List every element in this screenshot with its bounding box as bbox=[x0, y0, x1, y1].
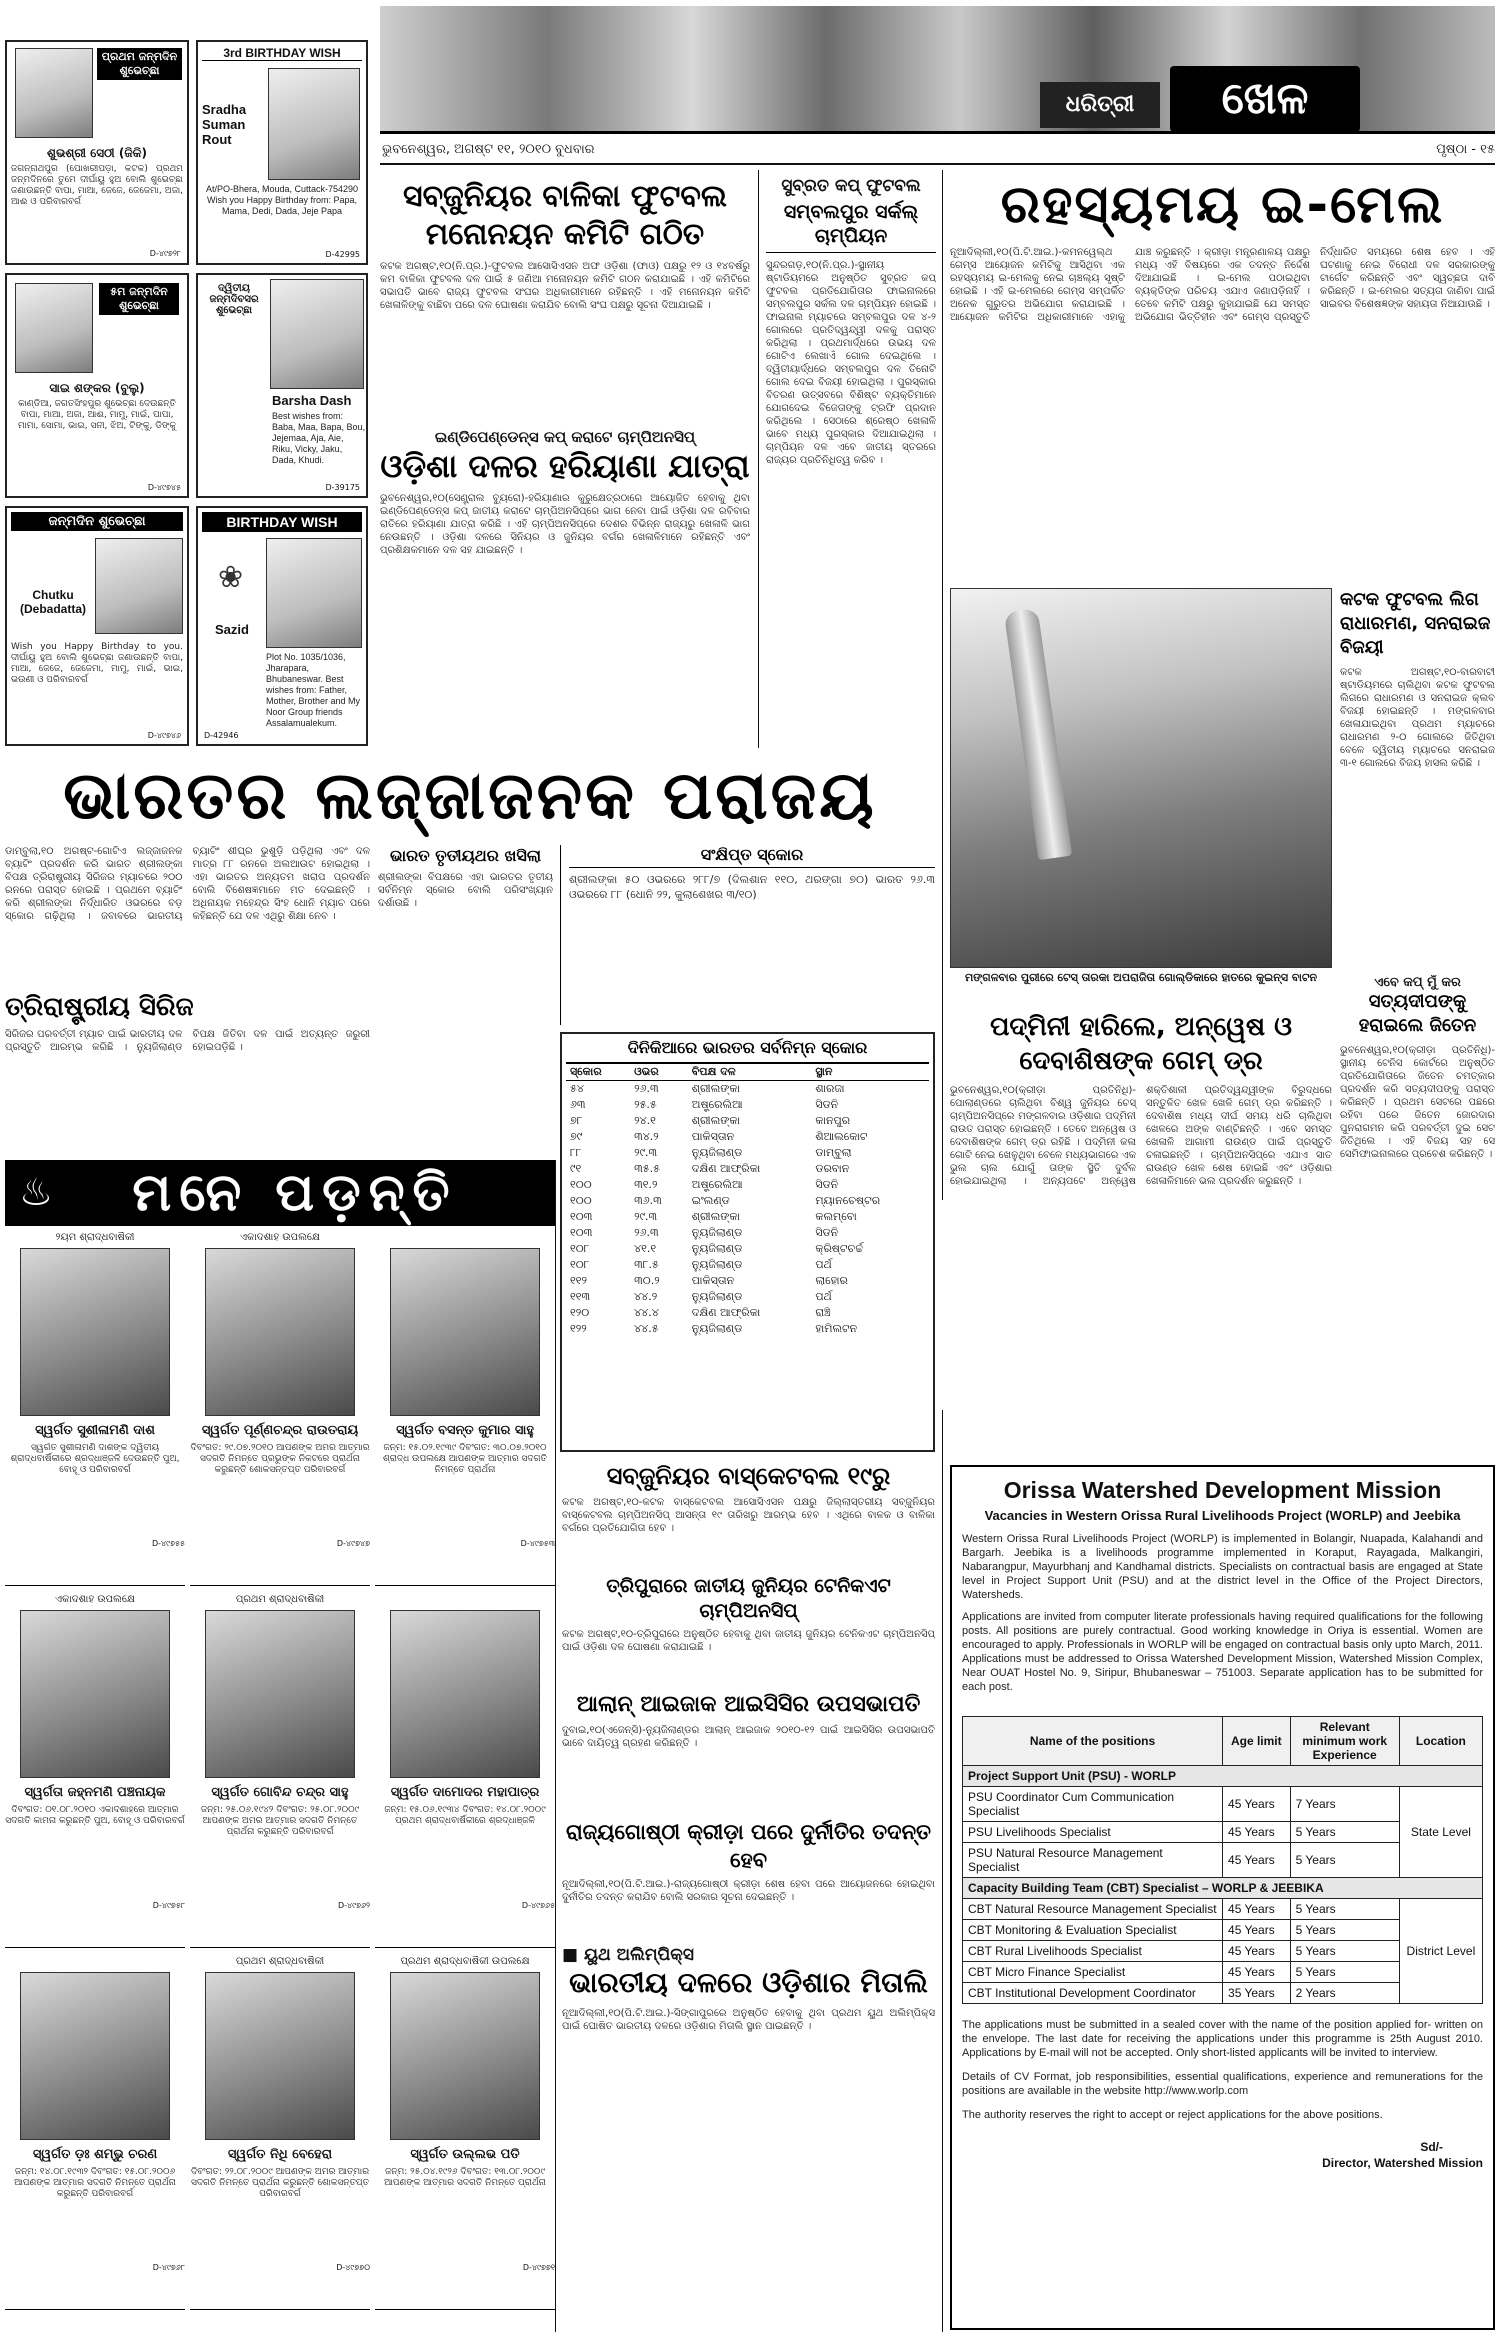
age-cell: 45 Years bbox=[1223, 1822, 1291, 1843]
torch-icon bbox=[1004, 608, 1072, 860]
story-subrata bbox=[766, 176, 936, 748]
table-cell: ୧୧୨ bbox=[570, 1274, 587, 1287]
table-cell: ୩୧.୨ bbox=[634, 1178, 658, 1191]
table-cell: ୧୦୮ bbox=[570, 1258, 590, 1271]
story-tenniquoit bbox=[562, 1574, 935, 1684]
ad-intro: Western Orissa Rural Livelihoods Project (WORLP) is implemented in Bolangir, Nuapada, Kalahandi and Bargarh. Jeebika is a livelihoods programme implemented in Koraput, Rayagada, Malkangiri, Nabarangpur, Mayurbhanj and Kandhamal districts. Specialists on contractual basis are engaged at State level in Project Support Unit (PSU) and at the district level in the Office of the Project Directors, Watersheds. bbox=[962, 1533, 1483, 1601]
wish-text: କାଣ୍ଡିଆ, ଜଗତସିଂହପୁର ଶୁଭେଚ୍ଛା ଦେଉଛନ୍ତି ବାପା, ମାଆ, ଅଜା, ଆଈ, ମାମୁ, ମାଇଁ, ପାପା, ମାମା, ସୋମା, ଭାଇ, ସନୀ, ଝିଅ, ଟିଙ୍କୁ, ଡିଙ୍କୁ bbox=[17, 399, 177, 431]
wish-code: D-42946 bbox=[204, 731, 239, 740]
column-header: ସ୍ଥାନ bbox=[811, 1064, 929, 1081]
obituary-code: D-୪୯୭୭୧ bbox=[522, 2263, 555, 2272]
obituary-text: ଦିବଂଗତ: ୨୯.୦୭.୨୦୧୦ ଆପଣଙ୍କ ଅମର ଆତ୍ମାର ସଦଗତି ନିମନ୍ତେ ପ୍ରଭୁଙ୍କ ନିକଟରେ ପ୍ରାର୍ଥନା କରୁଛନ୍ତି ଶୋକସନ୍ତପ୍ତ ପରିବାରବର୍ଗ bbox=[190, 1443, 370, 1475]
watershed-ad bbox=[950, 1465, 1495, 2330]
dateline: ଭୁବନେଶ୍ୱର, ଅଗଷ୍ଟ ୧୧, ୨୦୧୦ ବୁଧବାର bbox=[382, 142, 595, 157]
wish-name: Sradha Suman Rout bbox=[202, 102, 247, 147]
position-cell: CBT Natural Resource Management Specialist bbox=[963, 1899, 1223, 1920]
table-cell: ୫୪ bbox=[570, 1082, 584, 1095]
lamp-icon: ♨ bbox=[19, 1170, 54, 1214]
table-row bbox=[963, 1899, 1483, 1920]
headline: ତ୍ରିରାଷ୍ଟ୍ରୀୟ ସିରିଜ bbox=[5, 992, 194, 1022]
table-cell: ନ୍ୟୁଜିଲାଣ୍ଡ bbox=[691, 1242, 743, 1255]
headline: ସବ୍‌ଜୁନିୟର ବାଳିକା ଫୁଟବଲ ମନୋନୟନ କମିଟି ଗଠିତ bbox=[403, 179, 727, 252]
experience-cell: 5 Years bbox=[1290, 1822, 1399, 1843]
ad-para: Applications are invited from computer literate professionals having required qualifications for the following posts. All positions are purely contractual. Good working knowledge in Oriya is essential. Women are encouraged to apply. Professionals in WORLP will be engaged on contractual basis only upto March, 2011. Applications must be addressed to Orissa Watershed Development Mission, Watershed Mission Complex, Near OUAT Hostel No. 9, Siripur, Bhubaneswar – 751003. Separate application has to be submitted for each post. bbox=[962, 1611, 1483, 1693]
table-cell: ଅଷ୍ଟ୍ରେଲିଆ bbox=[691, 1098, 743, 1111]
child-photo bbox=[15, 283, 93, 373]
obituary-tag: ପ୍ରଥମ ଶ୍ରାଦ୍ଧବାର୍ଷିକୀ bbox=[235, 1956, 325, 1967]
wish-text: Wish you Happy Birthday to you. ଦୀର୍ଘାୟୁ ହୁଅ ବୋଲି ଶୁଭେଚ୍ଛା ଜଣାଉଛନ୍ତି ବାପା, ମାଆ, ଜେଜେ, ଜେଜେମା, ମାମୁ, ମାଇଁ, ଭାଇ, ଭଉଣୀ ଓ ପରିବାରବର୍ଗ bbox=[11, 642, 183, 685]
headline: ସମ୍ବଲପୁର ସର୍କଲ୍ ଚାମ୍ପିୟନ bbox=[766, 200, 936, 253]
table-cell: ଅଷ୍ଟ୍ରେଲିଆ bbox=[691, 1178, 743, 1191]
obituary-card bbox=[190, 1232, 370, 1586]
child-photo bbox=[15, 48, 93, 138]
table-cell: ୨୬.୩ bbox=[634, 1226, 659, 1239]
story-india-defeat-body: ଡାମ୍ବୁଲା,୧୦ ଅଗଷ୍ଟ-ଗୋଟିଏ ଲଜ୍ଜାଜନକ ବ୍ୟାଟିଂ ପ୍ରଦର୍ଶନ କରି ଭାରତ ଶ୍ରୀଲଙ୍କା ବିପକ୍ଷ ତ୍ରିରାଷ୍ଟ୍ରୀୟ ସିରିଜର ମ୍ୟାଚରେ ୨୦୦ ରନରେ ପରାସ୍ତ ହୋଇଛି । ପ୍ରଥମେ ବ୍ୟାଟିଂ କରି ଶ୍ରୀଲଙ୍କା ନିର୍ଦ୍ଧାରିତ ଓଭରରେ ବଡ଼ ସ୍କୋର ଗଢ଼ିଥିଲା । ଜବାବରେ ଭାରତୀୟ ବ୍ୟାଟିଂ ଶୀଘ୍ର ଭୁଶୁଡ଼ି ପଡ଼ିଥିଲା ଏବଂ ଦଳ ମାତ୍ର ୮୮ ରନରେ ଅଲଆଉଟ ହୋଇଥିଲା । ଏହା ଭାରତର ଅନ୍ୟତମ ଖରାପ ପ୍ରଦର୍ଶନ ବୋଲି ବିଶେଷଜ୍ଞମାନେ ମତ ଦେଇଛନ୍ତି । ଅଧିନାୟକ ମହେନ୍ଦ୍ର ସିଂହ ଧୋନି ମ୍ୟାଚ ପରେ କହିଛନ୍ତି ଯେ ଦଳ ଏଥିରୁ ଶିକ୍ଷା ନେବ । bbox=[5, 846, 370, 922]
table-cell: ଶିଆଲକୋଟ bbox=[815, 1130, 868, 1143]
obituary-name: ସ୍ୱର୍ଗତ ନିଧି ବେହେରା bbox=[227, 2147, 333, 2162]
location-cell: State Level bbox=[1399, 1787, 1482, 1878]
table-cell: ଦକ୍ଷିଣ ଆଫ୍ରିକା bbox=[691, 1306, 761, 1319]
story-cup bbox=[1340, 975, 1495, 1390]
table-cell: ୪୪.୨ bbox=[634, 1290, 658, 1303]
wish-title: 3rd BIRTHDAY WISH bbox=[202, 46, 362, 61]
position-cell: PSU Coordinator Cum Communication Specialist bbox=[963, 1787, 1223, 1822]
experience-cell: 5 Years bbox=[1290, 1941, 1399, 1962]
story-body: ଦୁବାଇ,୧୦(ଏଜେନ୍ସି)-ନ୍ୟୁଜିଲାଣ୍ଡର ଆଲାନ୍ ଆଇଜାକ ୨୦୧୦-୧୨ ପାଇଁ ଆଇସିସିର ଉପସଭାପତି ଭାବେ ଦାୟିତ୍ୱ ଗ୍ରହଣ କରିଛନ୍ତି । bbox=[562, 1725, 935, 1749]
story-icc bbox=[562, 1690, 935, 1810]
obituary-text: ଦିବଂଗତ: ୦୧.୦୮.୨୦୧୦ ଏକାଦଶାହରେ ଆତ୍ମାର ସଦଗତି କାମନା କରୁଛନ୍ତି ପୁଅ, ବୋହୂ ଓ ପରିବାରବର୍ଗ bbox=[5, 1805, 185, 1826]
obituary-name: ସ୍ୱର୍ଗତ ଡ଼ଃ ଶମ୍ଭୁ ଚରଣ bbox=[32, 2147, 158, 2162]
obituary-code: D-୪୯୭୫୩ bbox=[520, 1539, 555, 1548]
experience-cell: 5 Years bbox=[1290, 1843, 1399, 1878]
table-cell: ପାକିସ୍ତାନ bbox=[691, 1130, 735, 1143]
table-row bbox=[566, 1097, 929, 1113]
table-cell: ୨୯.୩ bbox=[634, 1146, 658, 1159]
obituary-card bbox=[5, 1232, 185, 1586]
obituary-title: ମନେ ପଡ଼ନ୍ତି bbox=[132, 1163, 458, 1223]
table-cell: ସିଡନି bbox=[815, 1098, 839, 1111]
story-cuttack-league bbox=[1340, 588, 1495, 968]
obituary-text: ଜନ୍ମ: ୧୪.୦୮.୧୯୩୨ ଦିବଂଗତ: ୧୫.୦୮.୨୦୦୬ ଆପଣଙ୍କ ଆତ୍ମାର ସଦଗତି ନିମନ୍ତେ ପ୍ରାର୍ଥନା କରୁଛନ୍ତି ପରିବାରବର୍ଗ bbox=[14, 2167, 176, 2199]
story-body: ସୁନ୍ଦରଗଡ଼,୧୦(ନି.ପ୍ର.)-ସ୍ଥାନୀୟ ଷ୍ଟାଡିୟମରେ ଅନୁଷ୍ଠିତ ସୁବ୍ରତ କପ୍ ଫୁଟବଲ ପ୍ରତିଯୋଗିତାର ଫାଇନାଲରେ ସମ୍ବଲପୁର ସର୍କଲ ଦଳ ଚାମ୍ପିୟନ ହୋଇଛି । ଫାଇନାଲ ମ୍ୟାଚରେ ସମ୍ବଲପୁର ଦଳ ୪-୨ ଗୋଲରେ ପ୍ରତିଦ୍ୱନ୍ଦ୍ୱୀ ଦଳକୁ ପରାସ୍ତ କରିଥିଲା । ପ୍ରଥମାର୍ଦ୍ଧରେ ଉଭୟ ଦଳ ଗୋଟିଏ ଲେଖାଏଁ ଗୋଲ ଦେଇଥିଲେ । ଦ୍ୱିତୀୟାର୍ଦ୍ଧରେ ସମ୍ବଲପୁର ଦଳ ତିନୋଟି ଗୋଲ ଦେଇ ବିଜୟୀ ହୋଇଥିଲା । ପୁରସ୍କାର ବିତରଣ ଉତ୍ସବରେ ବିଶିଷ୍ଟ ବ୍ୟକ୍ତିମାନେ ଯୋଗଦେଇ ବିଜେତାଙ୍କୁ ଟ୍ରଫି ପ୍ରଦାନ କରିଥିଲେ । ସେଠାରେ ଶ୍ରେଷ୍ଠ ଖେଳାଳି ଭାବେ ମଧ୍ୟ ପୁରସ୍କାର ଦିଆଯାଇଥିଲା । ଚାମ୍ପିୟନ ଦଳ ଏବେ ଜାତୀୟ ସ୍ତରରେ ରାଜ୍ୟର ପ୍ରତିନିଧିତ୍ୱ କରିବ । bbox=[766, 260, 936, 466]
table-cell: ସିଡନି bbox=[815, 1226, 839, 1239]
column-header: Name of the positions bbox=[963, 1717, 1223, 1766]
rose-icon: ❀ bbox=[218, 560, 244, 595]
table-cell: ନ୍ୟୁଜିଲାଣ୍ଡ bbox=[691, 1146, 743, 1159]
table-cell: ୧୦୮ bbox=[570, 1242, 590, 1255]
wish-text: ଜଗନ୍ନାଥପୁର (ପୋଖରୀପଡ଼ା, କଟକ) ପ୍ରଥମ ଜନ୍ମଦିନରେ ତୁମେ ଦୀର୍ଘାୟୁ ହୁଅ ବୋଲି ଶୁଭେଚ୍ଛା ଜଣାଉଛନ୍ତି ବାପା, ମାଆ, ଜେଜେ, ଜେଜେମା, ଅଜା, ଆଈ ଓ ପରିବାରବର୍ଗ bbox=[11, 164, 183, 207]
obituary-tag bbox=[375, 1594, 555, 1608]
score-table bbox=[566, 1064, 929, 1337]
table-cell: ୭୯ bbox=[570, 1130, 583, 1143]
story-karate bbox=[380, 428, 750, 748]
headline: ଓଡ଼ିଶା ଦଳର ହରିୟାଣା ଯାତ୍ରା bbox=[380, 447, 750, 485]
obituary-code: D-୪୯୭୫୫ bbox=[151, 1539, 185, 1548]
table-row bbox=[566, 1209, 929, 1225]
obituary-tag: ଏକାଦଶାହ ଉପଲକ୍ଷେ bbox=[240, 1232, 320, 1243]
obituary-code: D-୪୯୭୬୫ bbox=[521, 1901, 555, 1910]
table-cell: ଶ୍ରୀଲଙ୍କା bbox=[691, 1082, 741, 1095]
table-row bbox=[566, 1321, 929, 1337]
wish-title: ୫ମ ଜନ୍ମଦିନ ଶୁଭେଚ୍ଛା bbox=[99, 283, 179, 315]
story-body: ଭୁବନେଶ୍ୱର,୧୦(ସେଣ୍ଟ୍ରାଲ ବ୍ୟୁରୋ)-ହରିୟାଣାର କୁରୁକ୍ଷେତ୍ରଠାରେ ଆୟୋଜିତ ହେବାକୁ ଥିବା ଇଣ୍ଡିପେଣ୍ଡେନ୍ସ କପ୍ ଜାତୀୟ କରାଟେ ଚାମ୍ପିଅନସିପ୍‌ରେ ଭାଗ ନେବା ପାଇଁ ଓଡ଼ିଶା ଦଳ ରବିବାର ରାତିରେ ହରିୟାଣା ଯାତ୍ରା କରିଛି । ଏହି ଚାମ୍ପିଅନସିପ୍‌ରେ ଦେଶର ବିଭିନ୍ନ ରାଜ୍ୟରୁ ଖେଳାଳି ଭାଗ ନେଉଛନ୍ତି । ଓଡ଼ିଶା ଦଳରେ ସିନିୟର ଓ ଜୁନିୟର ବର୍ଗର ଖେଳାଳିମାନେ ରହିଛନ୍ତି ଏବଂ ପ୍ରଶିକ୍ଷକମାନେ ଦଳ ସହ ଯାଇଛନ୍ତି । bbox=[380, 493, 750, 556]
obituary-tag bbox=[5, 1956, 185, 1970]
table-cell: ୯୧ bbox=[570, 1162, 582, 1175]
age-cell: 45 Years bbox=[1223, 1843, 1291, 1878]
story-youth-olympics bbox=[562, 1945, 935, 2330]
story-body: ନୂଆଦିଲ୍ଲୀ,୧୦(ପି.ଟି.ଆଇ.)-କମନୱେଲ୍ଥ ଗେମ୍ସ ଆୟୋଜନ କମିଟିକୁ ଆସିଥିବା ଏକ ରହସ୍ୟମୟ ଇ-ମେଲକୁ ନେଇ ଚାଞ୍ଚଲ୍ୟ ସୃଷ୍ଟି ହୋଇଛି । ଏହି ଇ-ମେଲରେ ଗେମ୍ସ ସମ୍ପର୍କିତ ଅନେକ ଗୁରୁତର ଅଭିଯୋଗ କରାଯାଇଛି । ଆୟୋଜନ କମିଟିର ଅଧିକାରୀମାନେ ଏହାକୁ ଯାଞ୍ଚ କରୁଛନ୍ତି । କ୍ରୀଡ଼ା ମନ୍ତ୍ରଣାଳୟ ପକ୍ଷରୁ ମଧ୍ୟ ଏହି ବିଷୟରେ ଏକ ତଦନ୍ତ ନିର୍ଦ୍ଦେଶ ଦିଆଯାଇଛି । ଇ-ମେଲ ପଠାଇଥିବା ବ୍ୟକ୍ତିଙ୍କ ପରିଚୟ ଏଯାଏ ଜଣାପଡ଼ିନାହିଁ । ତେବେ କମିଟି ପକ୍ଷରୁ କୁହାଯାଇଛି ଯେ ସମସ୍ତ ଅଭିଯୋଗ ଭିତ୍ତିହୀନ ଏବଂ ଗେମ୍ସ ପ୍ରସ୍ତୁତି ନିର୍ଦ୍ଧାରିତ ସମୟରେ ଶେଷ ହେବ । ଏହି ଘଟଣାକୁ ନେଇ ବିରୋଧୀ ଦଳ ସରକାରଙ୍କୁ ଟାର୍ଗେଟ କରିଛନ୍ତି ଏବଂ ସ୍ୱଚ୍ଛତା ଦାବି କରିଛନ୍ତି । ଇ-ମେଲର ସତ୍ୟତା ଜାଣିବା ପାଇଁ ସାଇବର ବିଶେଷଜ୍ଞଙ୍କ ସହାୟତା ନିଆଯାଉଛି । bbox=[950, 247, 1495, 323]
table-cell: ୪୪.୪ bbox=[634, 1306, 659, 1319]
position-cell: CBT Institutional Development Coordinator bbox=[963, 1983, 1223, 2004]
story-body: ଭୁବନେଶ୍ୱର,୧୦(କ୍ରୀଡ଼ା ପ୍ରତିନିଧି)-ସ୍ଥାନୀୟ ଟେନିସ କୋର୍ଟରେ ଅନୁଷ୍ଠିତ ପ୍ରତିଯୋଗିତାରେ ଜିତେନ ଚମତ୍କାର ପ୍ରଦର୍ଶନ କରି ସତ୍ୟଦୀପଙ୍କୁ ପରାସ୍ତ କରିଛନ୍ତି । ପ୍ରଥମ ସେଟରେ ପଛରେ ରହିବା ପରେ ଜିତେନ ଜୋରଦାର ପୁନରାଗମନ କରି ପରବର୍ତ୍ତୀ ଦୁଇ ସେଟ ଜିତିଥିଲେ । ଏହି ବିଜୟ ସହ ସେ ସେମିଫାଇନାଲରେ ପ୍ରବେଶ କରିଛନ୍ତି । bbox=[1340, 1045, 1495, 1160]
wish-text: At/PO-Bhera, Mouda, Cuttack-754290 Wish you Happy Birthday from: Papa, Mama, Dedi, Dada, Jeje Papa bbox=[205, 184, 359, 216]
obituary-tag bbox=[375, 1232, 555, 1246]
story-india-defeat-headline bbox=[5, 752, 935, 842]
wish-code: D-୪୯୭୪୫ bbox=[147, 483, 181, 492]
ad-para: Details of CV Format, job responsibilities, essential qualifications, experience and remunerations for the positions are available in the website http://www.worlp.com bbox=[962, 2071, 1483, 2097]
column-header: ଓଭର bbox=[630, 1064, 688, 1081]
obituary-card bbox=[375, 1594, 555, 1948]
wish-code: D-୪୯୭୨୮ bbox=[149, 249, 181, 258]
headline: ପଦ୍ମିନୀ ହାରିଲେ, ଅନ୍ୱେଷ ଓ ଦେବାଶିଷଙ୍କ ଗେମ୍ ଡ୍ର bbox=[989, 1012, 1293, 1076]
table-cell: ୧୨୨ bbox=[570, 1322, 587, 1335]
obituary-tag: ପ୍ରଥମ ଶ୍ରାଦ୍ଧବାର୍ଷିକୀ bbox=[235, 1594, 325, 1605]
wish-name: ଶୁଭଶ୍ରୀ ସେଠୀ (ଜିକି) bbox=[47, 146, 147, 160]
portrait-photo bbox=[20, 1972, 170, 2140]
obituary-text: ଜନ୍ମ: ୧୫.୦୨.୧୯୩୯ ଦିବଂଗତ: ୩୦.୦୭.୨୦୧୦ ଶ୍ରାଦ୍ଧ ଉପଲକ୍ଷେ ଆପଣଙ୍କ ଆତ୍ମାର ସଦଗତି ନିମନ୍ତେ ପ୍ରାର୍ଥନା bbox=[383, 1443, 547, 1475]
headline: ଭାରତ ତୃତୀୟଥର ଖସିଲା bbox=[389, 846, 542, 865]
table-cell: ହାମିଲଟନ bbox=[815, 1322, 858, 1335]
wish-box bbox=[196, 40, 368, 265]
story-girls-football bbox=[380, 178, 750, 423]
ad-para: The applications must be submitted in a sealed cover with the name of the position applied for- written on the envelope. The last date for receiving the applications under this programme is 25th August 2010. Applications by E-mail will not be accepted. Only short-listed applicants will be invited to interview. bbox=[962, 2019, 1483, 2059]
obituary-tag: ୨ୟମ ଶ୍ରାଦ୍ଧବାର୍ଷିକୀ bbox=[55, 1232, 135, 1243]
obituary-card bbox=[375, 1232, 555, 1586]
story-body: କଟକ ଅଗଷ୍ଟ,୧୦-ତ୍ରିପୁରାରେ ଅନୁଷ୍ଠିତ ହେବାକୁ ଥିବା ଜାତୀୟ ଜୁନିୟର ଟେନିକଏଟ ଚାମ୍ପିଅନସିପ୍ ପାଇଁ ଓଡ଼ିଶା ଦଳ ଘୋଷଣା କରାଯାଇଛି । bbox=[562, 1629, 935, 1653]
child-photo bbox=[268, 68, 360, 180]
wish-code: D-୪୯୭୪୬ bbox=[147, 731, 181, 740]
column-header: ସ୍କୋର bbox=[566, 1064, 630, 1081]
obituary-header bbox=[5, 1160, 555, 1226]
position-cell: CBT Monitoring & Evaluation Specialist bbox=[963, 1920, 1223, 1941]
wish-box bbox=[196, 506, 368, 746]
table-cell: ୧୦୦ bbox=[570, 1178, 592, 1191]
headline: ଭାରତର ଲଜ୍ଜାଜନକ ପରାଜୟ bbox=[63, 757, 877, 834]
column-header: ବିପକ୍ଷ ଦଳ bbox=[688, 1064, 812, 1081]
torch-photo bbox=[950, 588, 1332, 968]
ad-para: The authority reserves the right to accept or reject applications for the above positions. bbox=[962, 2109, 1383, 2121]
wish-text: Plot No. 1035/1036, Jharapara, Bhubaneswar. Best wishes from: Father, Mother, Brother and My Noor Group friends Assalamualekum. bbox=[266, 652, 361, 728]
table-cell: ୧୦୩ bbox=[570, 1210, 593, 1223]
table-cell: ୩୪.୨ bbox=[634, 1130, 659, 1143]
obituary-tag: ପ୍ରଥମ ଶ୍ରାଦ୍ଧବାର୍ଷିକୀ ଉପଲକ୍ଷେ bbox=[400, 1956, 530, 1967]
portrait-photo bbox=[205, 1610, 355, 1778]
obituary-text: ଜନ୍ମ: ୧୫.୦୬.୧୯୩୪ ଦିବଂଗତ: ୧୪.୦୮.୨୦୦୯ ପ୍ରଥମ ଶ୍ରାଦ୍ଧବାର୍ଷିକୀରେ ଶ୍ରଦ୍ଧାଞ୍ଜଳି bbox=[384, 1805, 546, 1826]
table-cell: ନ୍ୟୁଜିଲାଣ୍ଡ bbox=[691, 1226, 743, 1239]
wish-title: BIRTHDAY WISH bbox=[202, 512, 362, 532]
obituary-name: ସ୍ୱର୍ଗତ ସୁଶୀଳାମଣି ଦାଶ bbox=[35, 1423, 155, 1438]
table-cell: ଶ୍ରୀଲଙ୍କା bbox=[691, 1210, 741, 1223]
experience-cell: 2 Years bbox=[1290, 1983, 1399, 2004]
child-photo bbox=[270, 279, 364, 389]
wish-title: ଦ୍ୱିତୀୟ ଜନ୍ମଦିବସର ଶୁଭେଚ୍ଛା bbox=[209, 283, 259, 316]
obituary-name: ସ୍ୱର୍ଗତ ଉଲ୍ଲଭ ପତି bbox=[410, 2147, 520, 2162]
page-number: ପୃଷ୍ଠା - ୧୫ bbox=[1436, 142, 1495, 157]
vacancy-table bbox=[962, 1716, 1483, 2004]
headline: ସବ୍‌ଜୁନିୟର ବାସ୍କେଟବଲ ୧୯ରୁ bbox=[606, 1462, 891, 1490]
table-cell: ଡାମ୍ବୁଲା bbox=[815, 1146, 852, 1159]
wish-box bbox=[5, 506, 189, 746]
table-cell: ୨୫.୫ bbox=[634, 1098, 657, 1111]
ad-signatory: Director, Watershed Mission bbox=[1322, 2156, 1483, 2170]
obituary-code: D-୪୯୭୬୮ bbox=[152, 2263, 185, 2272]
table-cell: କଲମ୍ବୋ bbox=[815, 1210, 857, 1223]
wish-title: ପ୍ରଥମ ଜନ୍ମଦିନ ଶୁଭେଚ୍ଛା bbox=[97, 48, 182, 80]
wish-box bbox=[5, 40, 189, 265]
obituary-code: D-୪୯୭୭୦ bbox=[336, 2263, 370, 2272]
table-cell: ଦକ୍ଷିଣ ଆଫ୍ରିକା bbox=[691, 1162, 761, 1175]
table-cell: ୩୬.୩ bbox=[634, 1194, 662, 1207]
ad-subtitle: Vacancies in Western Orissa Rural Livelihoods Project (WORLP) and Jeebika bbox=[984, 1508, 1461, 1523]
section-row: Project Support Unit (PSU) - WORLP bbox=[963, 1766, 1483, 1787]
table-row bbox=[566, 1305, 929, 1321]
table-row bbox=[566, 1289, 929, 1305]
portrait-photo bbox=[390, 1972, 540, 2140]
age-cell: 45 Years bbox=[1223, 1899, 1291, 1920]
table-cell: କାନପୁର bbox=[815, 1114, 851, 1127]
portrait-photo bbox=[205, 1248, 355, 1416]
child-photo bbox=[95, 538, 183, 634]
story-triseries bbox=[5, 990, 370, 1150]
experience-cell: 5 Years bbox=[1290, 1920, 1399, 1941]
score-box-title: ସଂକ୍ଷିପ୍ତ ସ୍କୋର bbox=[569, 845, 935, 868]
kicker: ଏବେ କପ୍ ମୁଁ କର bbox=[1374, 975, 1461, 990]
story-body: କଟକ ଅଗଷ୍ଟ,୧୦(ନି.ପ୍ର.)-ଫୁଟବଲ ଆସୋସିଏସନ ଅଫ ଓଡ଼ିଶା (ଫାଓ) ପକ୍ଷରୁ ୧୨ ଓ ୧୪ବର୍ଷରୁ କମ ବାଳିକା ଫୁଟବଲ ଦଳ ପାଇଁ ୫ ଜଣିଆ ମନୋନୟନ କମିଟି ଗଠନ କରାଯାଇଛି । ଏହି କମିଟିରେ ସଭାପତି ଭାବେ ରାଜ୍ୟ ଫୁଟବଲ ସଂଘର ଅଧିକାରୀମାନେ ରହିଛନ୍ତି । ଏହି ମନୋନୟନ କମିଟି ଖେଳାଳିଙ୍କୁ ବାଛିବା ପରେ ଦଳ ଘୋଷଣା କରାଯିବ ବୋଲି ସଂଘ ପକ୍ଷରୁ ସୂଚନା ଦିଆଯାଇଛି । bbox=[380, 261, 750, 311]
wish-text: Best wishes from: Baba, Maa, Bapa, Bou, Jejemaa, Aja, Aie, Riku, Vicky, Jaku, Dada, Khudi. bbox=[272, 411, 366, 465]
position-cell: CBT Rural Livelihoods Specialist bbox=[963, 1941, 1223, 1962]
table-cell: ୧୦୩ bbox=[570, 1226, 593, 1239]
table-cell: ଲାହୋର bbox=[815, 1274, 848, 1287]
table-cell: କ୍ରିଷ୍ଟଚର୍ଚ୍ଚ bbox=[815, 1242, 863, 1255]
column-header: Location bbox=[1399, 1717, 1482, 1766]
table-row bbox=[963, 1787, 1483, 1822]
obituary-name: ସ୍ୱର୍ଗତ ଦାମୋଦର ମହାପାତ୍ର bbox=[390, 1785, 540, 1800]
position-cell: CBT Micro Finance Specialist bbox=[963, 1962, 1223, 1983]
table-cell: ୭୮ bbox=[570, 1114, 583, 1127]
table-cell: ୧୦୦ bbox=[570, 1194, 592, 1207]
wish-name: ସାଇ ଶଙ୍କର (ବୁଲୁ) bbox=[49, 381, 145, 395]
wish-box bbox=[5, 273, 189, 498]
obituary-text: ଜନ୍ମ: ୨୫.୦୬.୧୯୪୨ ଦିବଂଗତ: ୨୫.୦୮.୨୦୦୯ ଆପଣଙ୍କ ଅମର ଆତ୍ମାର ସଦଗତି ନିମନ୍ତେ ପ୍ରାର୍ଥନା କରୁଛନ୍ତି ପରିବାରବର୍ଗ bbox=[200, 1805, 360, 1837]
table-cell: ୪୧.୧ bbox=[634, 1242, 657, 1255]
obituary-card bbox=[5, 1956, 185, 2310]
portrait-photo bbox=[20, 1248, 170, 1416]
kicker: ଇଣ୍ଡିପେଣ୍ଡେନ୍ସ କପ୍ କରାଟେ ଚାମ୍ପିଅନସିପ୍ bbox=[434, 428, 696, 446]
story-body: ଶ୍ରୀଲଙ୍କା ବିପକ୍ଷରେ ଏହା ଭାରତର ତୃତୀୟ ସର୍ବନିମ୍ନ ସ୍କୋର ବୋଲି ପରିସଂଖ୍ୟାନ ଦର୍ଶାଉଛି । bbox=[378, 872, 553, 909]
table-cell: ନ୍ୟୁଜିଲାଣ୍ଡ bbox=[691, 1258, 743, 1271]
story-basketball bbox=[562, 1460, 935, 1570]
table-row bbox=[566, 1241, 929, 1257]
table-row bbox=[566, 1257, 929, 1273]
story-third-lowest bbox=[378, 845, 553, 1165]
obituary-code: D-୪୯୭୪୭ bbox=[336, 1539, 370, 1548]
table-cell: ସିଡନି bbox=[815, 1178, 839, 1191]
obituary-grid bbox=[5, 1232, 555, 2332]
obituary-text: ଦିବଂଗତ: ୨୨.୦୮.୨୦୦୯ ଆପଣଙ୍କ ଅମର ଆତ୍ମାର ସଦଗତି ନିମନ୍ତେ ପ୍ରାର୍ଥନା କରୁଛନ୍ତି ଶୋକସନ୍ତପ୍ତ ପରିବାରବର୍ଗ bbox=[190, 2167, 370, 2199]
photo-caption: ମଙ୍ଗଳବାର ପୁରୀରେ ଟେସ୍ ତାରକା ଅପରାଜିତା ଗୋଲ୍ଡିକାରେ ହାତରେ କୁଇନ୍ସ ବାଟନ bbox=[964, 971, 1318, 984]
obituary-code: D-୪୯୭୬୨ bbox=[337, 1901, 370, 1910]
wish-box bbox=[196, 273, 368, 498]
table-cell: ୩୮.୫ bbox=[634, 1258, 659, 1271]
ad-signature: Sd/- bbox=[1420, 2140, 1443, 2154]
table-cell: ୩୫.୫ bbox=[634, 1162, 660, 1175]
table-row bbox=[566, 1193, 929, 1209]
table-cell: ନ୍ୟୁଜିଲାଣ୍ଡ bbox=[691, 1290, 743, 1303]
table-cell: ୩୦.୨ bbox=[634, 1274, 660, 1287]
obituary-name: ସ୍ୱର୍ଗତ ପୂର୍ଣ୍ଣଚନ୍ଦ୍ର ରାଉତରାୟ bbox=[201, 1423, 359, 1438]
table-cell: ଶ୍ରୀଲଙ୍କା bbox=[691, 1114, 741, 1127]
score-box bbox=[560, 845, 935, 1025]
table-row bbox=[566, 1129, 929, 1145]
section-row: Capacity Building Team (CBT) Specialist – WORLP & JEEBIKA bbox=[963, 1878, 1483, 1899]
wish-name: Sazid bbox=[215, 622, 249, 637]
headline: ଆଲାନ୍ ଆଇଜାକ ଆଇସିସିର ଉପସଭାପତି bbox=[576, 1692, 921, 1717]
table-row bbox=[566, 1081, 929, 1098]
column-header: Relevant minimum work Experience bbox=[1290, 1717, 1399, 1766]
obituary-name: ସ୍ୱର୍ଗତ ବସନ୍ତ କୁମାର ସାହୁ bbox=[396, 1423, 534, 1438]
age-cell: 45 Years bbox=[1223, 1787, 1291, 1822]
story-body: ନୂଆଦିଲ୍ଲୀ,୧୦(ପି.ଟି.ଆଇ.)-ରାଜ୍ୟଗୋଷ୍ଠୀ କ୍ରୀଡ଼ା ଶେଷ ହେବା ପରେ ଆୟୋଜନରେ ହୋଇଥିବା ଦୁର୍ନୀତିର ତଦନ୍ତ କରାଯିବ ବୋଲି ସରକାର ସୂଚନା ଦେଇଛନ୍ତି । bbox=[562, 1879, 935, 1903]
obituary-name: ସ୍ୱର୍ଗତା ଜହ୍ନମଣି ପଞ୍ଚନାୟକ bbox=[24, 1785, 166, 1800]
ad-title: Orissa Watershed Development Mission bbox=[1003, 1477, 1442, 1503]
position-cell: PSU Natural Resource Management Specialist bbox=[963, 1843, 1223, 1878]
obituary-card bbox=[375, 1956, 555, 2310]
story-body: ଭୁବନେଶ୍ୱର,୧୦(କ୍ରୀଡ଼ା ପ୍ରତିନିଧି)-ପୋଲାଣ୍ଡରେ ଚାଲିଥିବା ବିଶ୍ୱ ଜୁନିୟର ଚେସ୍ ଚାମ୍ପିଅନସିପ୍‌ରେ ମଙ୍ଗଳବାର ଓଡ଼ିଶାର ପଦ୍ମିନୀ ରାଉତ ପରାସ୍ତ ହୋଇଛନ୍ତି । ତେବେ ଅନ୍ୱେଷ ଓ ଦେବାଶିଷଙ୍କ ଗେମ୍ ଡ୍ର ରହିଛି । ପଦ୍ମିନୀ କଳା ଗୋଟି ନେଇ ଖେଳୁଥିବା ବେଳେ ମଧ୍ୟଭାଗରେ ଏକ ଭୁଲ ଚାଲ ଯୋଗୁଁ ତାଙ୍କ ସ୍ଥିତି ଦୁର୍ବଳ ହୋଇଯାଇଥିଲା । ଅନ୍ୟପଟେ ଅନ୍ୱେଷ ଶକ୍ତିଶାଳୀ ପ୍ରତିଦ୍ୱନ୍ଦ୍ୱୀଙ୍କ ବିରୁଦ୍ଧରେ ସନ୍ତୁଳିତ ଖେଳ ଖେଳି ଗେମ୍ ଡ୍ର କରିଛନ୍ତି । ଦେବାଶିଷ ମଧ୍ୟ ଦୀର୍ଘ ସମୟ ଧରି ଚାଲିଥିବା ଖେଳରେ ଅଙ୍କ ବାଣ୍ଟିଛନ୍ତି । ଏବେ ସମସ୍ତ ଖେଳାଳି ଆଗାମୀ ରାଉଣ୍ଡ ପାଇଁ ପ୍ରସ୍ତୁତି ଚଳାଇଛନ୍ତି । ଚାମ୍ପିଅନସିପ୍‌ରେ ଏଯାଏ ସାତ ରାଉଣ୍ଡ ଖେଳ ଶେଷ ହୋଇଛି ଏବଂ ଓଡ଼ିଶାର ଖେଳାଳିମାନେ ଭଲ ପ୍ରଦର୍ଶନ କରୁଛନ୍ତି । bbox=[950, 1085, 1332, 1187]
kicker: ■ ୟୁଥ ଅଲିମ୍ପିକ୍ସ bbox=[562, 1945, 694, 1965]
obituary-code: D-୪୯୭୫୮ bbox=[152, 1901, 185, 1910]
person-photo bbox=[266, 538, 362, 648]
table-cell: ୮୮ bbox=[570, 1146, 582, 1159]
table-row bbox=[566, 1177, 929, 1193]
wish-code: D-42995 bbox=[325, 250, 360, 259]
wish-title: ଜନ୍ମଦିନ ଶୁଭେଚ୍ଛା bbox=[11, 512, 183, 531]
table-row bbox=[566, 1161, 929, 1177]
table-cell: ପର୍ଥ bbox=[815, 1258, 832, 1271]
table-cell: ପର୍ଥ bbox=[815, 1290, 832, 1303]
story-body: କଟକ ଅଗଷ୍ଟ,୧୦-କଟକ ବାସ୍କେଟବଲ ଆସୋସିଏସନ ପକ୍ଷରୁ ଜିଲ୍ଲାସ୍ତରୀୟ ସବ୍‌ଜୁନିୟର ବାସ୍କେଟବଲ ଚାମ୍ପିଅନସିପ୍ ଆସନ୍ତା ୧୯ ତାରିଖରୁ ଆରମ୍ଭ ହେବ । ଏଥିରେ ବାଳକ ଓ ବାଳିକା ବର୍ଗରେ ପ୍ରତିଯୋଗିତା ହେବ । bbox=[562, 1497, 935, 1534]
obituary-card bbox=[5, 1594, 185, 1948]
headline: ରହସ୍ୟମୟ ଇ-ମେଲ bbox=[1000, 175, 1445, 235]
table-cell: ୪୪.୫ bbox=[634, 1322, 659, 1335]
story-body: କଟକ ଅଗଷ୍ଟ,୧୦-ବାରବାଟୀ ଷ୍ଟାଡିୟମରେ ଚାଲିଥିବା କଟକ ଫୁଟବଲ ଲିଗରେ ରାଧାରମଣ ଓ ସନରାଇଜ କ୍ଲବ ବିଜୟୀ ହୋଇଛନ୍ତି । ମଙ୍ଗଳବାର ଖେଳାଯାଇଥିବା ପ୍ରଥମ ମ୍ୟାଚରେ ରାଧାରମଣ ୨-୦ ଗୋଲରେ ଜିତିଥିବା ବେଳେ ଦ୍ୱିତୀୟ ମ୍ୟାଚରେ ସନରାଇଜ ୩-୧ ଗୋଲରେ ବିଜୟ ହାସଲ କରିଛି । bbox=[1340, 667, 1495, 769]
section-title: ଖେଳ bbox=[1170, 66, 1360, 132]
lowest-scores-table bbox=[560, 1032, 935, 1452]
kicker: ସୁବ୍ରତ କପ୍ ଫୁଟବଲ bbox=[781, 176, 921, 196]
table-cell: ନ୍ୟୁଜିଲାଣ୍ଡ bbox=[691, 1322, 743, 1335]
portrait-photo bbox=[390, 1610, 540, 1778]
story-corruption bbox=[562, 1818, 935, 1938]
table-cell: ଇଂଲଣ୍ଡ bbox=[691, 1194, 730, 1207]
position-cell: PSU Livelihoods Specialist bbox=[963, 1822, 1223, 1843]
experience-cell: 7 Years bbox=[1290, 1787, 1399, 1822]
table-cell: ୧୨୦ bbox=[570, 1306, 590, 1319]
table-cell: ୬୩ bbox=[570, 1098, 586, 1111]
masthead-brand: ଧରିତ୍ରୀ bbox=[1040, 82, 1160, 128]
story-body: ନୂଆଦିଲ୍ଲୀ,୧୦(ପି.ଟି.ଆଇ.)-ସିଙ୍ଗାପୁରରେ ଅନୁଷ୍ଠିତ ହେବାକୁ ଥିବା ପ୍ରଥମ ୟୁଥ ଅଲିମ୍ପିକ୍ସ ପାଇଁ ଘୋଷିତ ଭାରତୀୟ ଦଳରେ ଓଡ଼ିଶାର ମିତାଲି ସ୍ଥାନ ପାଇଛନ୍ତି । bbox=[562, 2008, 935, 2032]
obituary-tag: ଏକାଦଶାହ ଉପଲକ୍ଷେ bbox=[55, 1594, 135, 1605]
obituary-name: ସ୍ୱର୍ଗତ ଗୋବିନ୍ଦ ଚନ୍ଦ୍ର ସାହୁ bbox=[211, 1785, 349, 1800]
age-cell: 35 Years bbox=[1223, 1983, 1291, 2004]
table-row bbox=[566, 1225, 929, 1241]
story-email bbox=[950, 172, 1495, 582]
story-body: ସିରିଜର ପରବର୍ତ୍ତୀ ମ୍ୟାଚ ପାଇଁ ଭାରତୀୟ ଦଳ ପ୍ରସ୍ତୁତି ଆରମ୍ଭ କରିଛି । ନ୍ୟୁଜିଲାଣ୍ଡ ବିପକ୍ଷ ଜିତିବା ଦଳ ପାଇଁ ଅତ୍ୟନ୍ତ ଜରୁରୀ ହୋଇପଡ଼ିଛି । bbox=[5, 1029, 370, 1053]
portrait-photo bbox=[205, 1972, 355, 2140]
table-cell: ଶାରଜା bbox=[815, 1082, 845, 1095]
wish-name: Chutku (Debadatta) bbox=[19, 588, 86, 616]
table-cell: ୨୪.୧ bbox=[634, 1114, 656, 1127]
age-cell: 45 Years bbox=[1223, 1962, 1291, 1983]
portrait-photo bbox=[20, 1610, 170, 1778]
table-cell: ମ୍ୟାନଚେଷ୍ଟର bbox=[815, 1194, 881, 1207]
age-cell: 45 Years bbox=[1223, 1920, 1291, 1941]
table-cell: ପାକିସ୍ତାନ bbox=[691, 1274, 735, 1287]
table-cell: ୨୬.୩ bbox=[634, 1082, 659, 1095]
table-title: ଦିନିକିଆରେ ଭାରତର ସର୍ବନିମ୍ନ ସ୍କୋର bbox=[566, 1038, 929, 1064]
wish-name: Barsha Dash bbox=[272, 393, 352, 408]
story-padmini bbox=[950, 1010, 1332, 1410]
headline: ତ୍ରିପୁରାରେ ଜାତୀୟ ଜୁନିୟର ଟେନିକଏଟ ଚାମ୍ପିଅନସିପ୍ bbox=[606, 1575, 891, 1622]
experience-cell: 5 Years bbox=[1290, 1962, 1399, 1983]
table-cell: ୧୧୩ bbox=[570, 1290, 591, 1303]
table-row bbox=[566, 1113, 929, 1129]
obituary-card bbox=[190, 1594, 370, 1948]
column-header: Age limit bbox=[1223, 1717, 1291, 1766]
experience-cell: 5 Years bbox=[1290, 1899, 1399, 1920]
table-row bbox=[566, 1145, 929, 1161]
obituary-text: ସ୍ୱର୍ଗତ ସୁଶୀଳାମଣି ଦାଶଙ୍କ ଦ୍ୱିତୀୟ ଶ୍ରାଦ୍ଧବାର୍ଷିକୀରେ ଶ୍ରଦ୍ଧାଞ୍ଜଳି ଦେଉଛନ୍ତି ପୁଅ, ବୋହୂ ଓ ପରିବାରବର୍ଗ bbox=[10, 1443, 180, 1475]
obituary-card bbox=[190, 1956, 370, 2310]
table-cell: ୨୯.୩ bbox=[634, 1210, 658, 1223]
wish-code: D-39175 bbox=[325, 483, 360, 492]
headline: ଭାରତୀୟ ଦଳରେ ଓଡ଼ିଶାର ମିତାଲି bbox=[569, 1966, 928, 1999]
portrait-photo bbox=[390, 1248, 540, 1416]
table-row bbox=[566, 1273, 929, 1289]
table-cell: ରାଞ୍ଚି bbox=[815, 1306, 831, 1319]
headline: ସତ୍ୟଦୀପଙ୍କୁ ହରାଇଲେ ଜିତେନ bbox=[1358, 991, 1477, 1036]
headline: ରାଜ୍ୟଗୋଷ୍ଠୀ କ୍ରୀଡ଼ା ପରେ ଦୁର୍ନୀତିର ତଦନ୍ତ ହେବ bbox=[565, 1820, 932, 1872]
age-cell: 45 Years bbox=[1223, 1941, 1291, 1962]
location-cell: District Level bbox=[1399, 1899, 1482, 2004]
table-cell: ଡରବାନ bbox=[815, 1162, 850, 1175]
headline: କଟକ ଫୁଟବଲ ଲିଗ ରାଧାରମଣ, ସନରାଇଜ ବିଜୟୀ bbox=[1340, 589, 1491, 658]
obituary-text: ଜନ୍ମ: ୨୫.୦୪.୧୯୨୬ ଦିବଂଗତ: ୧୩.୦୮.୨୦୦୯ ଆପଣଙ୍କ ଆତ୍ମାର ସଦଗତି ନିମନ୍ତେ ପ୍ରାର୍ଥନା bbox=[384, 2167, 546, 2188]
score-box-body: ଶ୍ରୀଲଙ୍କା ୫୦ ଓଭରରେ ୨୮୮/୭ (ଦିଲଶାନ ୧୧୦, ଥରଙ୍ଗା ୭୦) ଭାରତ ୨୬.୩ ଓଭରରେ ୮୮ (ଧୋନି ୨୨, କୁଲାଶେଖର ୩/୧୦) bbox=[569, 873, 935, 901]
